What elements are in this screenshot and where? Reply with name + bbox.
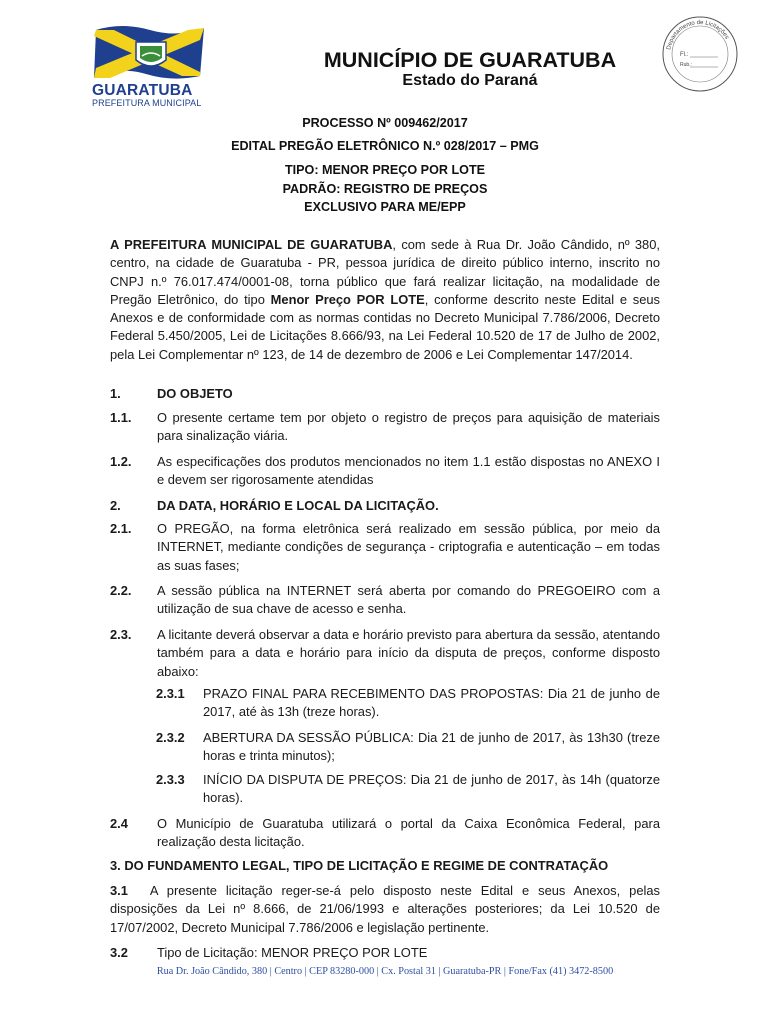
section-number: 2. [110,498,121,513]
section-3-heading: 3. DO FUNDAMENTO LEGAL, TIPO DE LICITAÇÃO E REGIME DE CONTRATAÇÃO [110,858,609,873]
clause-text: O PREGÃO, na forma eletrônica será realizado em sessão pública, por meio da INTERNET, mediante condições de segurança - criptografia e autenticação – em todas as suas fases; [157,521,660,573]
municipality-title: MUNICÍPIO DE GUARATUBA [323,48,617,72]
logo-wordmark: GUARATUBA [92,82,193,99]
clause-number: 3.1 [110,883,128,898]
stamp-ring-text: Departamento de Licitações [666,19,730,51]
processo-number: PROCESSO Nº 009462/2017 [302,116,468,130]
exclusivo-line: EXCLUSIVO PARA ME/EPP [304,200,466,214]
clause-text: O presente certame tem por objeto o registro de preços para aquisição de materiais para sinalização viária. [157,410,660,444]
flag-icon [92,22,210,84]
svg-text:Departamento de Licitações [666,20,729,50]
section-title: DA DATA, HORÁRIO E LOCAL DA LICITAÇÃO. [157,498,439,513]
clause-text: Tipo de Licitação: MENOR PREÇO POR LOTE [157,945,428,960]
stamp-seal-icon [660,14,740,94]
intro-bold-mid: Menor Preço POR LOTE [270,291,425,307]
stamp-rub-label: Rub.: [680,62,692,68]
clause-text: O Município de Guaratuba utilizará o portal da Caixa Econômica Federal, para realização desta licitação. [157,816,660,850]
logo-subtitle: PREFEITURA MUNICIPAL [92,98,202,108]
clause-text: A sessão pública na INTERNET será aberta por comando do PREGOEIRO com a utilização de sua chave de acesso e senha. [157,583,660,617]
intro-bold-start: A PREFEITURA MUNICIPAL DE GUARATUBA [110,237,393,252]
clause-number: 2.3. [110,627,132,642]
clause-number: 2.1. [110,521,132,536]
clause-number: 2.3.2 [156,730,185,745]
intro-part-2: , conforme descrito neste Edital e seus Anexos e de conformidade com as normas contidas no Decreto Municipal 7.786/2006, Decreto Federal 5.450/2005, Lei de Licitações 8.666/93, na Lei Federal 10.520 de 17 de Julho de 2002, pela Lei Complementar nº 123, de 14 de dezembro de 2006 e Lei Complementar 147/2014. [110,291,660,362]
intro-part-1: , com sede à Rua Dr. João Cândido, nº 380, centro, na cidade de Guaratuba - PR, pessoa jurídica de direito público interno, inscrito no CNPJ n.º 76.017.474/0001-08, torna público que fará realizar licitação, na modalidade de Pregão Eletrônico, do tipo [110,237,660,307]
intro-paragraph [110,236,660,364]
clause-text: A presente licitação reger-se-á pelo disposto neste Edital e seus Anexos, pelas disposições da Lei nº 8.666, de 21/06/1993 e alterações posteriores; da Lei 10.520 de 17/07/2002, Decreto Municipal 7.786/2006 e legislação pertinente. [110,883,660,935]
state-subtitle: Estado do Paraná [402,72,538,89]
edital-number: EDITAL PREGÃO ELETRÔNICO N.º 028/2017 – PMG [231,139,539,153]
clause-text: INÍCIO DA DISPUTA DE PREÇOS: Dia 21 de junho de 2017, às 14h (quatorze horas). [203,772,660,806]
clause-number: 1.2. [110,454,132,469]
clause-text: As especificações dos produtos mencionados no item 1.1 estão dispostas no ANEXO I e devem ser rigorosamente atendidas [157,454,660,488]
padrao-line: PADRÃO: REGISTRO DE PREÇOS [282,182,488,196]
clause-text: A licitante deverá observar a data e horário previsto para abertura da sessão, atentando também para a data e horário para início da disputa de preços, conforme disposto abaixo: [157,627,660,679]
page-footer-address: Rua Dr. João Cândido, 380 | Centro | CEP 83280-000 | Cx. Postal 31 | Guaratuba-PR | Fone/Fax (41) 3472-8500 [156,966,614,977]
clause-number: 2.3.1 [156,686,185,701]
clause-text: PRAZO FINAL PARA RECEBIMENTO DAS PROPOSTAS: Dia 21 de junho de 2017, até às 13h (treze horas). [203,686,660,720]
clause-number: 1.1. [110,410,132,425]
clause-number: 2.2. [110,583,132,598]
protocol-stamp [660,14,740,94]
clause-number: 2.4 [110,816,128,831]
clause-3-1 [110,882,660,937]
tipo-line: TIPO: MENOR PREÇO POR LOTE [284,163,486,177]
stamp-fl-label: Fl.: [680,52,689,58]
section-title: DO OBJETO [157,386,233,401]
clause-number: 3.2 [110,945,128,960]
clause-text: ABERTURA DA SESSÃO PÚBLICA: Dia 21 de junho de 2017, às 13h30 (treze horas e trinta minutos); [203,730,660,764]
clause-number: 2.3.3 [156,772,185,787]
section-number: 1. [110,386,121,401]
